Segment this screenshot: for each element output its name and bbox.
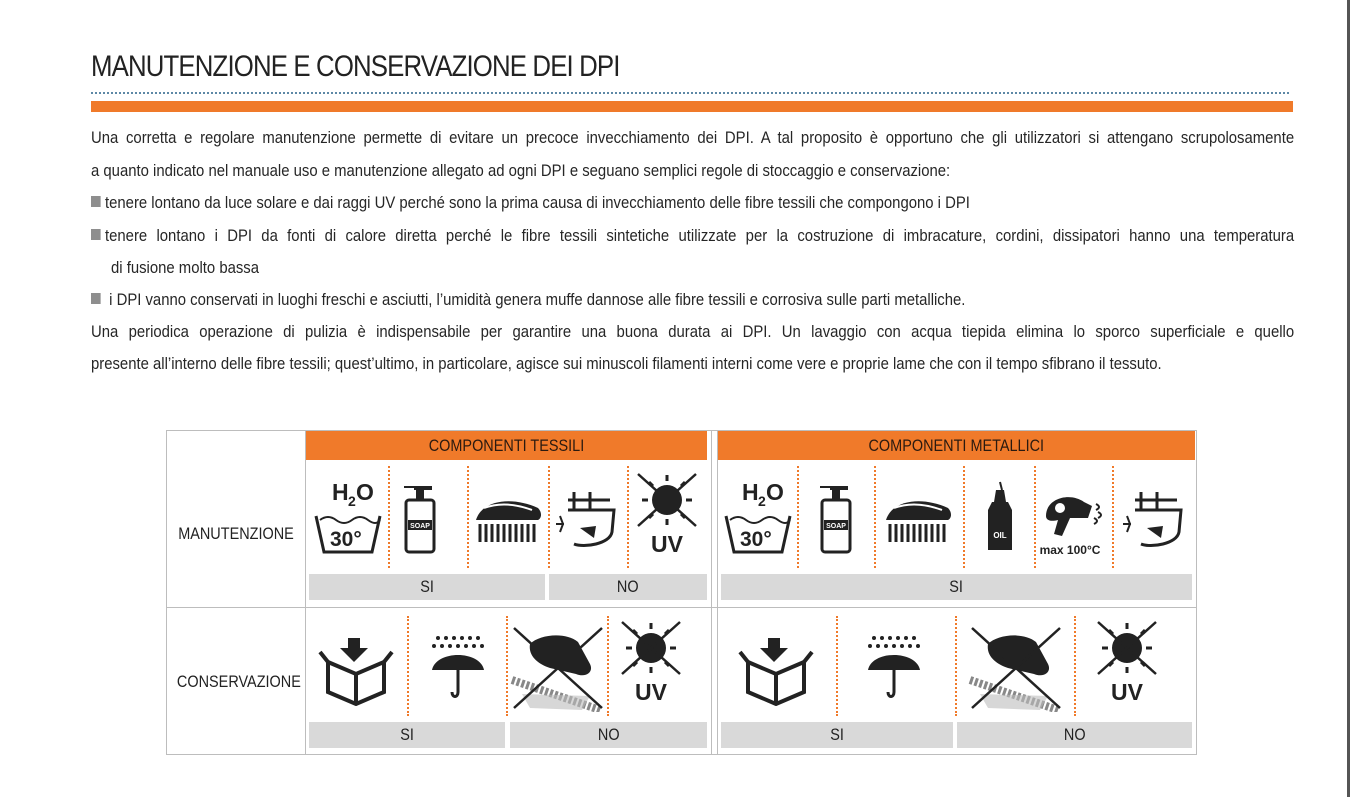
- bullet-item-continuation: di fusione molto bassa: [111, 258, 260, 277]
- bullet-item: tenere lontano i DPI da fonti di calore diretta perché le fibre tessili sintetiche utilizzate per la costruzione di imbracature, cordini, dissipatori hanno una temperatura: [91, 226, 1294, 246]
- page-title: MANUTENZIONE E CONSERVAZIONE DEI DPI: [91, 50, 620, 83]
- svg-text:UV: UV: [651, 531, 683, 556]
- si-bar: SI: [721, 574, 1192, 600]
- dotted-separator: [627, 466, 629, 568]
- table-col-divider: [711, 430, 712, 754]
- svg-text:OIL: OIL: [993, 531, 1007, 540]
- intro-line-2: a quanto indicato nel manuale uso e manutenzione allegato ad ogni DPI e seguano semplici regole di stoccaggio e conservazione:: [91, 161, 951, 180]
- svg-text:UV: UV: [1111, 679, 1143, 705]
- dotted-separator: [797, 466, 799, 568]
- no-bar: NO: [957, 722, 1192, 748]
- header-componenti-metallici: COMPONENTI METALLICI: [718, 431, 1195, 460]
- dotted-separator: [607, 616, 609, 716]
- dotted-separator: [955, 616, 957, 716]
- svg-text:O: O: [356, 479, 374, 505]
- dotted-separator: [388, 466, 390, 568]
- si-bar: SI: [721, 722, 953, 748]
- dotted-separator: [407, 616, 409, 716]
- store-box-icon: [318, 636, 394, 706]
- keep-dry-icon: [864, 634, 924, 700]
- sun-uv-no-icon: [634, 472, 700, 556]
- dotted-separator: [874, 466, 876, 568]
- si-bar: SI: [309, 574, 545, 600]
- row-label-conservazione: CONSERVAZIONE: [176, 672, 301, 691]
- hairdryer-max-temp-icon: [1040, 488, 1112, 560]
- dotted-separator: [506, 616, 508, 716]
- svg-text:SOAP: SOAP: [826, 523, 846, 530]
- dotted-separator: [836, 616, 838, 716]
- svg-text:UV: UV: [635, 679, 667, 705]
- wash-30-icon: [312, 476, 384, 556]
- dotted-rule: [91, 92, 1289, 94]
- sun-uv-no-icon: [1094, 620, 1160, 708]
- brush-icon: [882, 494, 954, 546]
- si-bar: SI: [309, 722, 505, 748]
- svg-text:30°: 30°: [330, 528, 362, 551]
- svg-text:H: H: [332, 479, 349, 505]
- sun-uv-no-icon: [618, 620, 684, 708]
- outro-line-2: presente all’interno delle fibre tessili; quest’ultimo, in particolare, agisce sui minuscoli filamenti interni come vere e proprie lame che con il tempo sfibrano il tessuto.: [91, 354, 1162, 373]
- no-bar: NO: [549, 574, 707, 600]
- dotted-separator: [1112, 466, 1114, 568]
- bullet-item: i DPI vanno conservati in luoghi freschi e asciutti, l’umidità genera muffe dannose alle fibre tessili e corrosiva sulle parti metalliche.: [91, 290, 1159, 310]
- keep-dry-icon: [428, 634, 488, 700]
- dotted-separator: [963, 466, 965, 568]
- svg-text:30°: 30°: [740, 528, 772, 551]
- svg-text:2: 2: [758, 493, 766, 509]
- table-col-divider: [717, 430, 718, 754]
- bullet-square-icon: [91, 293, 101, 304]
- brush-icon: [472, 494, 544, 546]
- svg-text:O: O: [766, 479, 784, 505]
- machine-dry-no-icon: [1121, 488, 1191, 552]
- page-edge-rule: [1347, 0, 1350, 797]
- no-ground-contact-icon: [510, 624, 606, 712]
- svg-text:SOAP: SOAP: [410, 523, 430, 530]
- machine-dry-no-icon: [554, 488, 624, 552]
- row-label-manutenzione: MANUTENZIONE: [177, 524, 294, 543]
- soap-icon: [814, 484, 856, 556]
- table-row-divider: [166, 607, 1196, 608]
- dotted-separator: [467, 466, 469, 568]
- store-box-icon: [738, 636, 814, 706]
- table-col-divider: [305, 430, 306, 754]
- bullet-square-icon: [91, 229, 101, 240]
- svg-text:H: H: [742, 479, 759, 505]
- dotted-separator: [548, 466, 550, 568]
- dotted-separator: [1074, 616, 1076, 716]
- oil-icon: [980, 480, 1020, 556]
- intro-line-1: Una corretta e regolare manutenzione permette di evitare un precoce invecchiamento dei DPI. A tal proposito è opportuno che gli utilizzatori si attengano scrupolosamente: [91, 128, 1295, 147]
- wash-30-icon: [722, 476, 794, 556]
- maintenance-table: [166, 430, 1196, 754]
- header-componenti-tessili: COMPONENTI TESSILI: [306, 431, 707, 460]
- orange-rule: [91, 101, 1293, 112]
- outro-line-1: Una periodica operazione di pulizia è indispensabile per garantire una buona durata ai DPI. Un lavaggio con acqua tiepida elimina lo sporco superficiale e quello: [91, 322, 1295, 341]
- bullet-item: tenere lontano da luce solare e dai raggi UV perché sono la prima causa di invecchiamento delle fibre tessili che compongono i DPI: [91, 193, 1159, 213]
- soap-icon: [398, 484, 440, 556]
- no-ground-contact-icon: [968, 624, 1064, 712]
- svg-text:max 100°C: max 100°C: [1040, 543, 1101, 557]
- bullet-square-icon: [91, 196, 101, 207]
- no-bar: NO: [510, 722, 707, 748]
- dotted-separator: [1034, 466, 1036, 568]
- svg-text:2: 2: [348, 493, 356, 509]
